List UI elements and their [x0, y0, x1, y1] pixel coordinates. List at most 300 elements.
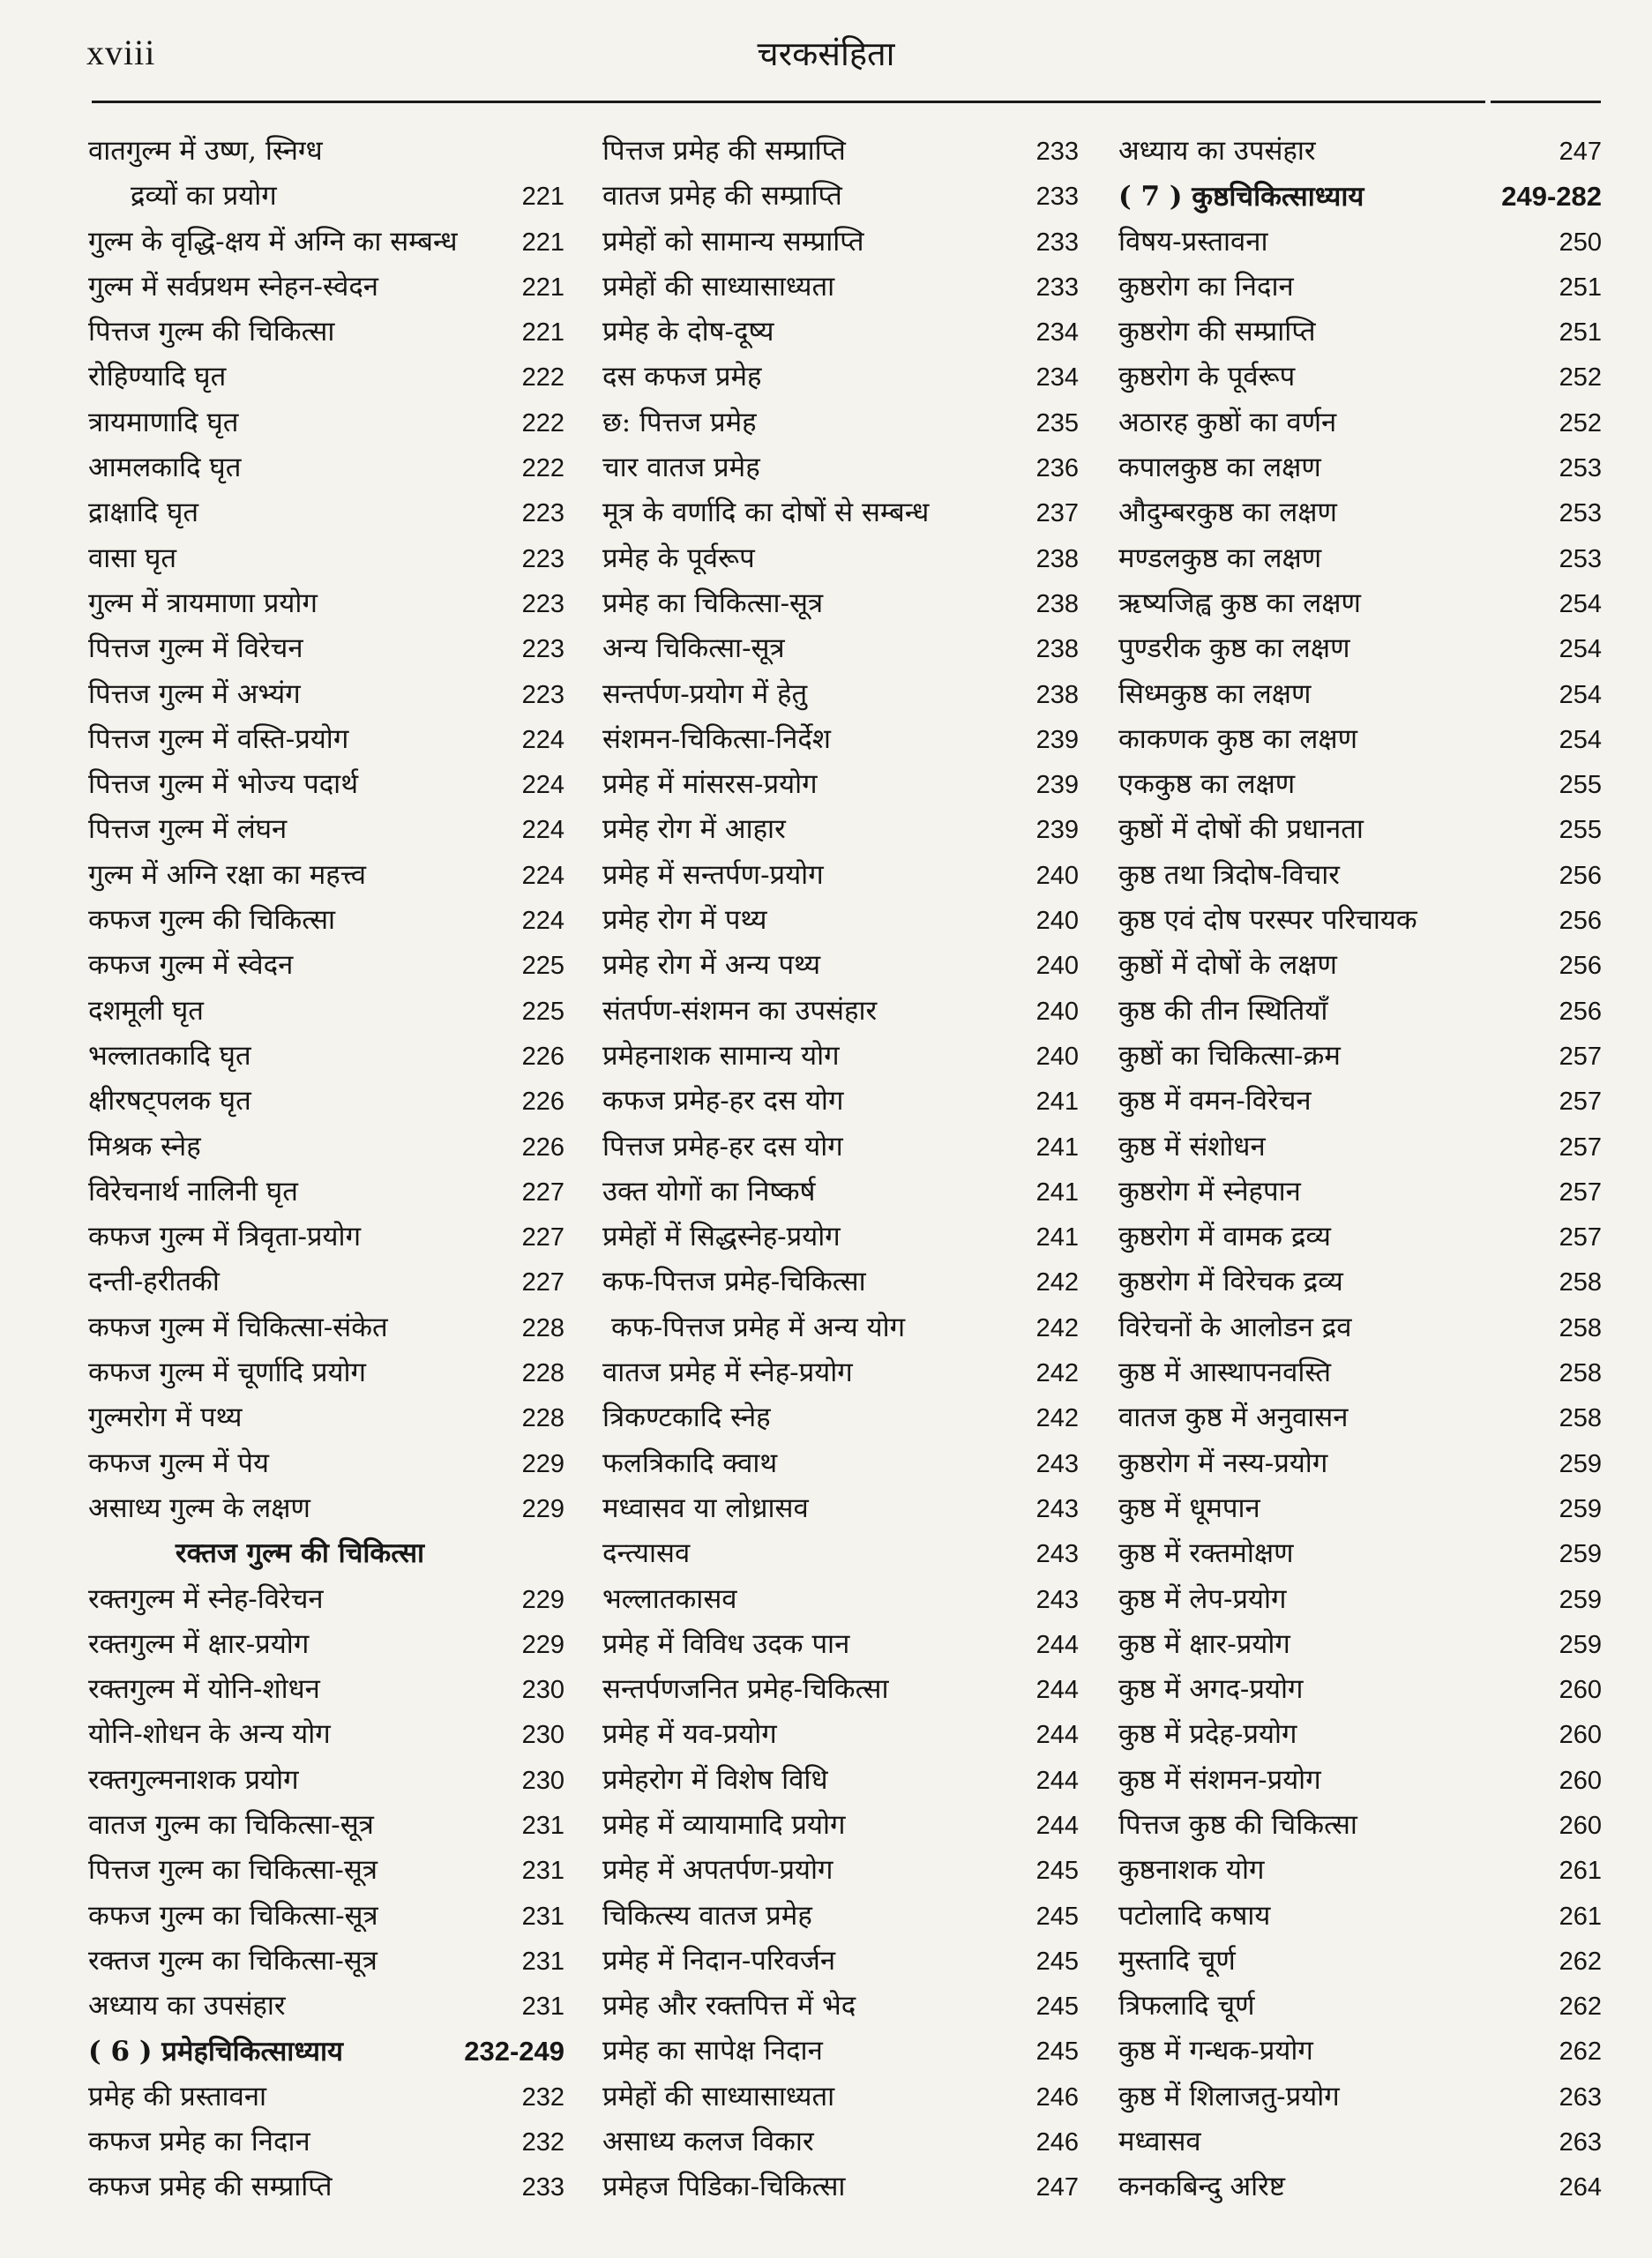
toc-entry-page: 241: [1035, 1133, 1079, 1162]
toc-entry-title: कुष्ठ में गन्धक-प्रयोग: [1118, 2035, 1313, 2067]
toc-entry-title: रोहिण्यादि घृत: [88, 361, 227, 393]
toc-entry-title: कुष्ठ में प्रदेह-प्रयोग: [1118, 1718, 1297, 1751]
toc-entry: [602, 1758, 1079, 1803]
toc-entry: [1118, 626, 1602, 671]
toc-entry: [88, 853, 564, 898]
toc-entry: [602, 310, 1079, 355]
toc-entry: [1118, 1305, 1602, 1350]
toc-entry: [1118, 2120, 1602, 2165]
toc-entry-title: योनि-शोधन के अन्य योग: [88, 1718, 331, 1751]
toc-entry-page: 224: [521, 725, 564, 754]
toc-entry-title: कुष्ठ में शिलाजतु-प्रयोग: [1118, 2080, 1340, 2112]
toc-entry-title: प्रमेह का सापेक्ष निदान: [602, 2035, 823, 2067]
toc-entry: [1118, 1939, 1602, 1984]
toc-entry: [88, 2120, 564, 2165]
toc-entry-page: 258: [1559, 1268, 1602, 1297]
toc-entry-page: 260: [1559, 1721, 1602, 1750]
toc-entry-title: कुष्ठ में वमन-विरेचन: [1118, 1085, 1312, 1118]
toc-entry-page: 257: [1559, 1042, 1602, 1071]
toc-entry-title: गुल्म में त्रायमाणा प्रयोग: [88, 587, 318, 619]
toc-entry-title: पित्तज कुष्ठ की चिकित्सा: [1118, 1808, 1357, 1841]
toc-entry-title: मिश्रक स्नेह: [88, 1130, 201, 1163]
toc-entry: [602, 943, 1079, 988]
toc-entry-page: 224: [521, 816, 564, 845]
toc-entry-title: गुल्म में सर्वप्रथम स्नेहन-स्वेदन: [88, 270, 378, 303]
toc-entry-page: 236: [1035, 454, 1079, 483]
toc-entry-title: गुल्मरोग में पथ्य: [88, 1402, 243, 1434]
toc-entry-title: कुष्ठ में रक्तमोक्षण: [1118, 1537, 1294, 1570]
toc-entry-title: वातज प्रमेह में स्नेह-प्रयोग: [602, 1357, 853, 1389]
toc-entry-title: प्रमेहनाशक सामान्य योग: [602, 1039, 840, 1072]
toc-entry-title: पित्तज प्रमेह-हर दस योग: [602, 1130, 843, 1163]
toc-entry-page: 230: [521, 1766, 564, 1795]
toc-entry-title: ऋष्यजिह्व कुष्ठ का लक्षण: [1118, 587, 1361, 619]
toc-entry-title: कनकबिन्दु अरिष्ट: [1118, 2171, 1285, 2203]
toc-entry: [602, 1939, 1079, 1984]
toc-entry-page: 249-282: [1501, 181, 1602, 213]
toc-entry-page: 263: [1559, 2082, 1602, 2112]
toc-entry-title: त्रायमाणादि घृत: [88, 406, 239, 438]
toc-entry-title: गुल्म के वृद्धि-क्षय में अग्नि का सम्बन्ध: [88, 225, 458, 258]
toc-entry: [602, 762, 1079, 807]
toc-entry: [1118, 2029, 1602, 2074]
toc-entry-page: 257: [1559, 1178, 1602, 1207]
toc-entry: [602, 1215, 1079, 1260]
toc-entry-page: 253: [1559, 454, 1602, 483]
toc-entry-title: ( 7 ) कुष्ठचिकित्साध्याय: [1118, 181, 1364, 213]
toc-entry: [1118, 717, 1602, 762]
toc-entry-page: 256: [1559, 952, 1602, 981]
toc-entry-page: 239: [1035, 771, 1079, 800]
toc-entry: [88, 989, 564, 1034]
toc-entry-page: 244: [1035, 1630, 1079, 1659]
toc-entry-title: दन्त्यासव: [602, 1537, 691, 1570]
toc-entry-page: 231: [521, 1902, 564, 1931]
toc-entry: [1118, 1848, 1602, 1893]
toc-entry-page: 222: [521, 408, 564, 437]
toc-entry: [88, 1350, 564, 1395]
toc-entry-page: 244: [1035, 1811, 1079, 1840]
toc-entry: [1118, 1350, 1602, 1395]
toc-entry: [602, 1486, 1079, 1531]
toc-entry: [88, 536, 564, 581]
toc-entry-page: 261: [1559, 1857, 1602, 1886]
toc-entry: [1118, 1215, 1602, 1260]
toc-entry: [602, 1441, 1079, 1486]
toc-entry: [602, 265, 1079, 310]
toc-entry-title: कुष्ठों का चिकित्सा-क्रम: [1118, 1039, 1341, 1072]
toc-entry-page: 226: [521, 1042, 564, 1071]
toc-entry-page: 226: [521, 1133, 564, 1162]
page-number: xviii: [86, 33, 156, 72]
toc-entry: [602, 1260, 1079, 1305]
toc-entry-page: 232: [521, 2082, 564, 2112]
toc-entry: [88, 174, 564, 219]
toc-entry-title: कपालकुष्ठ का लक्षण: [1118, 452, 1321, 484]
toc-entry-page: 263: [1559, 2128, 1602, 2157]
toc-entry: [602, 1079, 1079, 1124]
toc-entry-title: मण्डलकुष्ठ का लक्षण: [1118, 542, 1322, 574]
toc-entry: [1118, 1577, 1602, 1622]
toc-entry-title: सिध्मकुष्ठ का लक्षण: [1118, 677, 1312, 710]
toc-entry: [88, 1622, 564, 1667]
toc-entry-title: चार वातज प्रमेह: [602, 452, 760, 484]
toc-entry: [88, 807, 564, 852]
toc-entry-title: अन्य चिकित्सा-सूत्र: [602, 632, 785, 665]
toc-entry-title: प्रमेह में निदान-परिवर्जन: [602, 1944, 836, 1977]
toc-entry-page: 228: [521, 1404, 564, 1433]
toc-entry-page: 261: [1559, 1902, 1602, 1931]
toc-entry-title: छ: पित्तज प्रमेह: [602, 406, 757, 438]
toc-entry: [1118, 1486, 1602, 1531]
toc-entry: [88, 1984, 564, 2029]
toc-entry: [1118, 1712, 1602, 1757]
toc-entry-title: कफज गुल्म में त्रिवृता-प्रयोग: [88, 1221, 362, 1253]
toc-entry: [602, 1622, 1079, 1667]
toc-entry-page: 244: [1035, 1766, 1079, 1795]
toc-entry-title: अध्याय का उपसंहार: [88, 1990, 286, 2022]
toc-entry-page: 245: [1035, 1947, 1079, 1976]
toc-entry-title: कफज गुल्म में स्वेदन: [88, 949, 294, 982]
toc-entry-page: 260: [1559, 1766, 1602, 1795]
toc-entry-page: 238: [1035, 635, 1079, 664]
toc-entry-title: दन्ती-हरीतकी: [88, 1266, 220, 1298]
toc-entry-title: पित्तज गुल्म का चिकित्सा-सूत्र: [88, 1854, 377, 1887]
toc-entry-title: प्रमेह में यव-प्रयोग: [602, 1718, 777, 1751]
toc-entry-title: कुष्ठ में आस्थापनवस्ति: [1118, 1357, 1332, 1389]
toc-entry: [602, 1125, 1079, 1170]
toc-entry-title: प्रमेहों को सामान्य सम्प्राप्ति: [602, 225, 864, 258]
toc-entry-title: कुष्ठरोग के पूर्वरूप: [1118, 361, 1296, 393]
toc-entry: [88, 1395, 564, 1440]
toc-entry-page: 253: [1559, 544, 1602, 573]
toc-entry: [88, 717, 564, 762]
toc-entry-title: कुष्ठ में धूमपान: [1118, 1492, 1260, 1524]
toc-entry-page: 240: [1035, 952, 1079, 981]
toc-entry-page: 223: [521, 544, 564, 573]
toc-entry: [602, 355, 1079, 400]
toc-entry-page: 240: [1035, 997, 1079, 1026]
toc-entry-page: 224: [521, 907, 564, 936]
toc-entry: [1118, 400, 1602, 445]
toc-entry-title: सन्तर्पण-प्रयोग में हेतु: [602, 677, 808, 710]
toc-entry: [88, 762, 564, 807]
toc-entry: [1118, 989, 1602, 1034]
toc-entry: [88, 943, 564, 988]
toc-entry: [1118, 265, 1602, 310]
toc-entry: [602, 174, 1079, 219]
toc-entry-page: 262: [1559, 1947, 1602, 1976]
toc-entry-title: विषय-प्रस्तावना: [1118, 225, 1268, 258]
toc-entry-title: प्रमेह की प्रस्तावना: [88, 2080, 267, 2112]
toc-entry-page: 254: [1559, 635, 1602, 664]
toc-entry-title: कुष्ठनाशक योग: [1118, 1854, 1265, 1887]
toc-entry: [88, 1260, 564, 1305]
toc-entry-page: 260: [1559, 1676, 1602, 1705]
toc-entry-title: विरेचनार्थ नालिनी घृत: [88, 1175, 298, 1208]
toc-entry-page: 244: [1035, 1676, 1079, 1705]
toc-entry: [602, 129, 1079, 174]
toc-entry-page: 241: [1035, 1088, 1079, 1117]
toc-entry-title: पटोलादि कषाय: [1118, 1899, 1271, 1932]
toc-entry-title: चिकित्स्य वातज प्रमेह: [602, 1899, 812, 1932]
toc-entry-page: 247: [1559, 138, 1602, 166]
toc-entry-page: 234: [1035, 318, 1079, 348]
toc-entry-title: प्रमेह में विविध उदक पान: [602, 1627, 850, 1660]
toc-entry-page: 223: [521, 635, 564, 664]
toc-entry-title: वातगुल्म में उष्ण, स्निग्ध: [88, 135, 323, 167]
toc-entry-title: असाध्य कलज विकार: [602, 2126, 814, 2158]
toc-entry-title: प्रमेहज पिडिका-चिकित्सा: [602, 2171, 846, 2203]
toc-entry: [1118, 1622, 1602, 1667]
toc-entry-title: त्रिकण्टकादि स्नेह: [602, 1402, 771, 1434]
toc-entry-page: 241: [1035, 1223, 1079, 1252]
toc-entry: [602, 2029, 1079, 2074]
toc-entry: [88, 1215, 564, 1260]
toc-entry: [1118, 943, 1602, 988]
toc-entry-page: 242: [1035, 1313, 1079, 1342]
toc-entry: [88, 1712, 564, 1757]
toc-entry: [88, 1577, 564, 1622]
toc-entry-title: प्रमेहों की साध्यासाध्यता: [602, 2080, 835, 2112]
toc-entry: [88, 1441, 564, 1486]
toc-entry-title: पित्तज गुल्म में लंघन: [88, 813, 288, 846]
toc-entry-title: उक्त योगों का निष्कर्ष: [602, 1175, 816, 1208]
toc-entry-title: आमलकादि घृत: [88, 452, 242, 484]
toc-entry-title: दशमूली घृत: [88, 994, 204, 1027]
toc-entry-page: 223: [521, 589, 564, 618]
toc-entry-title: कुष्ठरोग में वामक द्रव्य: [1118, 1221, 1331, 1253]
toc-entry-title: गुल्म में अग्नि रक्षा का महत्त्व: [88, 858, 366, 891]
toc-entry-page: 262: [1559, 2037, 1602, 2067]
toc-entry: [602, 1803, 1079, 1848]
toc-entry-page: 240: [1035, 907, 1079, 936]
toc-entry-page: 232-249: [464, 2036, 564, 2067]
toc-entry-title: काकणक कुष्ठ का लक्षण: [1118, 722, 1357, 755]
toc-entry: [88, 1125, 564, 1170]
toc-entry: [88, 1034, 564, 1079]
toc-entry-title: द्रव्यों का प्रयोग: [131, 180, 277, 213]
toc-entry-page: 243: [1035, 1585, 1079, 1614]
toc-entry-page: 223: [521, 680, 564, 709]
toc-entry-page: 223: [521, 499, 564, 528]
toc-entry-page: 252: [1559, 408, 1602, 437]
toc-entry: [1118, 1170, 1602, 1215]
toc-entry-title: कुष्ठ में संशोधन: [1118, 1130, 1266, 1163]
toc-entry-page: 257: [1559, 1223, 1602, 1252]
toc-entry: [88, 1486, 564, 1531]
toc-entry: [88, 445, 564, 490]
toc-entry: [1118, 2075, 1602, 2120]
toc-entry: [1118, 1125, 1602, 1170]
toc-entry-page: 233: [1035, 183, 1079, 212]
toc-entry-page: 221: [521, 273, 564, 302]
toc-entry-title: पित्तज प्रमेह की सम्प्राप्ति: [602, 135, 846, 167]
toc-entry: [602, 1577, 1079, 1622]
toc-entry-page: 235: [1035, 408, 1079, 437]
toc-entry-title: रक्तज गुल्म का चिकित्सा-सूत्र: [88, 1944, 377, 1977]
toc-entry: [602, 989, 1079, 1034]
toc-entry: [602, 1350, 1079, 1395]
toc-entry-title: कफज प्रमेह की सम्प्राप्ति: [88, 2171, 333, 2203]
toc-entry: [602, 400, 1079, 445]
toc-entry: [1118, 1894, 1602, 1939]
toc-entry-page: 251: [1559, 318, 1602, 348]
toc-entry: [88, 2075, 564, 2120]
toc-entry: [1118, 1758, 1602, 1803]
toc-entry-title: कफ-पित्तज प्रमेह में अन्य योग: [611, 1311, 906, 1343]
toc-entry-title: कुष्ठों में दोषों की प्रधानता: [1118, 813, 1364, 846]
toc-entry-page: 225: [521, 997, 564, 1026]
toc-entry-title: कुष्ठ में अगद-प्रयोग: [1118, 1673, 1304, 1706]
toc-entry-title: कफज गुल्म का चिकित्सा-सूत्र: [88, 1899, 378, 1932]
toc-entry-title: कुष्ठरोग में स्नेहपान: [1118, 1175, 1301, 1208]
toc-entry-page: 238: [1035, 680, 1079, 709]
toc-entry-page: 225: [521, 952, 564, 981]
toc-entry: [1118, 1441, 1602, 1486]
toc-entry-page: 252: [1559, 363, 1602, 393]
toc-entry: [1118, 1260, 1602, 1305]
toc-entry-page: 255: [1559, 816, 1602, 845]
toc-entry: [602, 853, 1079, 898]
toc-entry-title: कुष्ठरोग की सम्प्राप्ति: [1118, 316, 1316, 348]
toc-entry-title: संतर्पण-संशमन का उपसंहार: [602, 994, 878, 1027]
toc-entry-title: रक्तज गुल्म की चिकित्सा: [175, 1537, 425, 1570]
toc-entry-title: प्रमेह और रक्तपित्त में भेद: [602, 1990, 856, 2022]
toc-entry-title: मध्वासव: [1118, 2126, 1201, 2158]
toc-entry-title: क्षीरषट्पलक घृत: [88, 1085, 251, 1118]
toc-entry-page: 254: [1559, 680, 1602, 709]
toc-entry-page: 254: [1559, 725, 1602, 754]
toc-entry-title: पित्तज गुल्म की चिकित्सा: [88, 316, 335, 348]
toc-entry-title: असाध्य गुल्म के लक्षण: [88, 1492, 310, 1524]
toc-entry-page: 258: [1559, 1313, 1602, 1342]
toc-entry-page: 221: [521, 183, 564, 212]
toc-entry: [602, 220, 1079, 265]
toc-entry-title: कुष्ठ में क्षार-प्रयोग: [1118, 1627, 1290, 1660]
toc-entry: [1118, 536, 1602, 581]
toc-entry: [602, 1848, 1079, 1893]
toc-entry-title: कुष्ठ में संशमन-प्रयोग: [1118, 1763, 1321, 1796]
toc-entry-title: एककुष्ठ का लक्षण: [1118, 768, 1296, 801]
toc-entry-page: 228: [521, 1313, 564, 1342]
toc-entry-page: 259: [1559, 1540, 1602, 1569]
toc-entry-page: 246: [1035, 2128, 1079, 2157]
toc-entry: [602, 536, 1079, 581]
toc-entry-page: 245: [1035, 1902, 1079, 1931]
toc-entry-page: 227: [521, 1268, 564, 1297]
toc-entry-page: 224: [521, 861, 564, 890]
toc-entry: [88, 1667, 564, 1712]
toc-entry-title: प्रमेह में अपतर्पण-प्रयोग: [602, 1854, 833, 1887]
toc-entry-page: 245: [1035, 1993, 1079, 2022]
toc-entry-title: प्रमेह के दोष-दूष्य: [602, 316, 774, 348]
toc-entry-page: 246: [1035, 2082, 1079, 2112]
toc-entry-title: कुष्ठ में लेप-प्रयोग: [1118, 1582, 1287, 1615]
toc-entry-page: 259: [1559, 1494, 1602, 1523]
toc-entry-title: कुष्ठ तथा त्रिदोष-विचार: [1118, 858, 1340, 891]
toc-entry-title: रक्तगुल्म में स्नेह-विरेचन: [88, 1582, 324, 1615]
toc-entry-title: पित्तज गुल्म में वस्ति-प्रयोग: [88, 722, 349, 755]
toc-entry-title: प्रमेहों की साध्यासाध्यता: [602, 270, 835, 303]
toc-entry: [602, 1667, 1079, 1712]
toc-entry-title: कुष्ठरोग का निदान: [1118, 270, 1294, 303]
toc-entry: [1118, 1803, 1602, 1848]
toc-entry-page: 237: [1035, 499, 1079, 528]
toc-entry-page: 243: [1035, 1540, 1079, 1569]
toc-entry-title: प्रमेहरोग में विशेष विधि: [602, 1763, 828, 1796]
toc-entry-page: 259: [1559, 1630, 1602, 1659]
toc-entry-page: 231: [521, 1811, 564, 1840]
toc-entry-title: कफज प्रमेह-हर दस योग: [602, 1085, 844, 1118]
toc-entry: [88, 581, 564, 626]
toc-entry: [88, 1758, 564, 1803]
toc-entry: [88, 310, 564, 355]
toc-entry: [1118, 762, 1602, 807]
toc-entry-page: 226: [521, 1088, 564, 1117]
toc-entry: [602, 2120, 1079, 2165]
toc-entry-page: 256: [1559, 907, 1602, 936]
toc-entry-page: 259: [1559, 1449, 1602, 1478]
toc-entry-title: कुष्ठ एवं दोष परस्पर परिचायक: [1118, 904, 1417, 937]
toc-entry-title: प्रमेह रोग में अन्य पथ्य: [602, 949, 821, 982]
toc-entry: [602, 2075, 1079, 2120]
toc-entry: [1118, 1984, 1602, 2029]
toc-entry: [1118, 1079, 1602, 1124]
toc-entry-title: अठारह कुष्ठों का वर्णन: [1118, 406, 1337, 438]
toc-entry-title: वातज प्रमेह की सम्प्राप्ति: [602, 180, 842, 213]
toc-entry: [602, 490, 1079, 535]
toc-entry-page: 233: [521, 2173, 564, 2202]
toc-entry: [602, 672, 1079, 717]
toc-entry-page: 231: [521, 1993, 564, 2022]
toc-entry-page: 254: [1559, 589, 1602, 618]
toc-entry-page: 259: [1559, 1585, 1602, 1614]
toc-entry-title: कफज गुल्म में पेय: [88, 1447, 269, 1479]
toc-entry-page: 244: [1035, 1721, 1079, 1750]
toc-entry-title: द्राक्षादि घृत: [88, 497, 199, 529]
toc-entry-page: 245: [1035, 1857, 1079, 1886]
toc-entry-title: रक्तगुल्म में योनि-शोधन: [88, 1673, 320, 1706]
toc-entry: [88, 1803, 564, 1848]
toc-entry: [88, 1170, 564, 1215]
toc-entry-title: संशमन-चिकित्सा-निर्देश: [602, 722, 831, 755]
toc-entry-page: 260: [1559, 1811, 1602, 1840]
toc-entry-title: फलत्रिकादि क्वाथ: [602, 1447, 778, 1479]
toc-entry-page: 240: [1035, 861, 1079, 890]
toc-entry-page: 242: [1035, 1404, 1079, 1433]
toc-entry-page: 230: [521, 1721, 564, 1750]
toc-entry-page: 241: [1035, 1178, 1079, 1207]
toc-entry-title: पित्तज गुल्म में भोज्य पदार्थ: [88, 768, 359, 801]
toc-entry-page: 253: [1559, 499, 1602, 528]
contents-column-2: [602, 129, 1079, 2210]
toc-entry-page: 247: [1035, 2173, 1079, 2202]
toc-entry-page: 251: [1559, 273, 1602, 302]
toc-entry-page: 264: [1559, 2173, 1602, 2202]
toc-entry-page: 221: [521, 318, 564, 348]
toc-entry-title: अध्याय का उपसंहार: [1118, 135, 1316, 167]
toc-entry-title: विरेचनों के आलोडन द्रव: [1118, 1311, 1352, 1343]
header-rule: [92, 101, 1485, 103]
toc-entry-page: 224: [521, 771, 564, 800]
toc-entry: [88, 1079, 564, 1124]
toc-entry: [88, 265, 564, 310]
toc-entry-title: त्रिफलादि चूर्ण: [1118, 1990, 1255, 2022]
toc-entry-page: 238: [1035, 589, 1079, 618]
toc-entry-page: 232: [521, 2128, 564, 2157]
toc-entry-title: कुष्ठरोग में नस्य-प्रयोग: [1118, 1447, 1328, 1479]
